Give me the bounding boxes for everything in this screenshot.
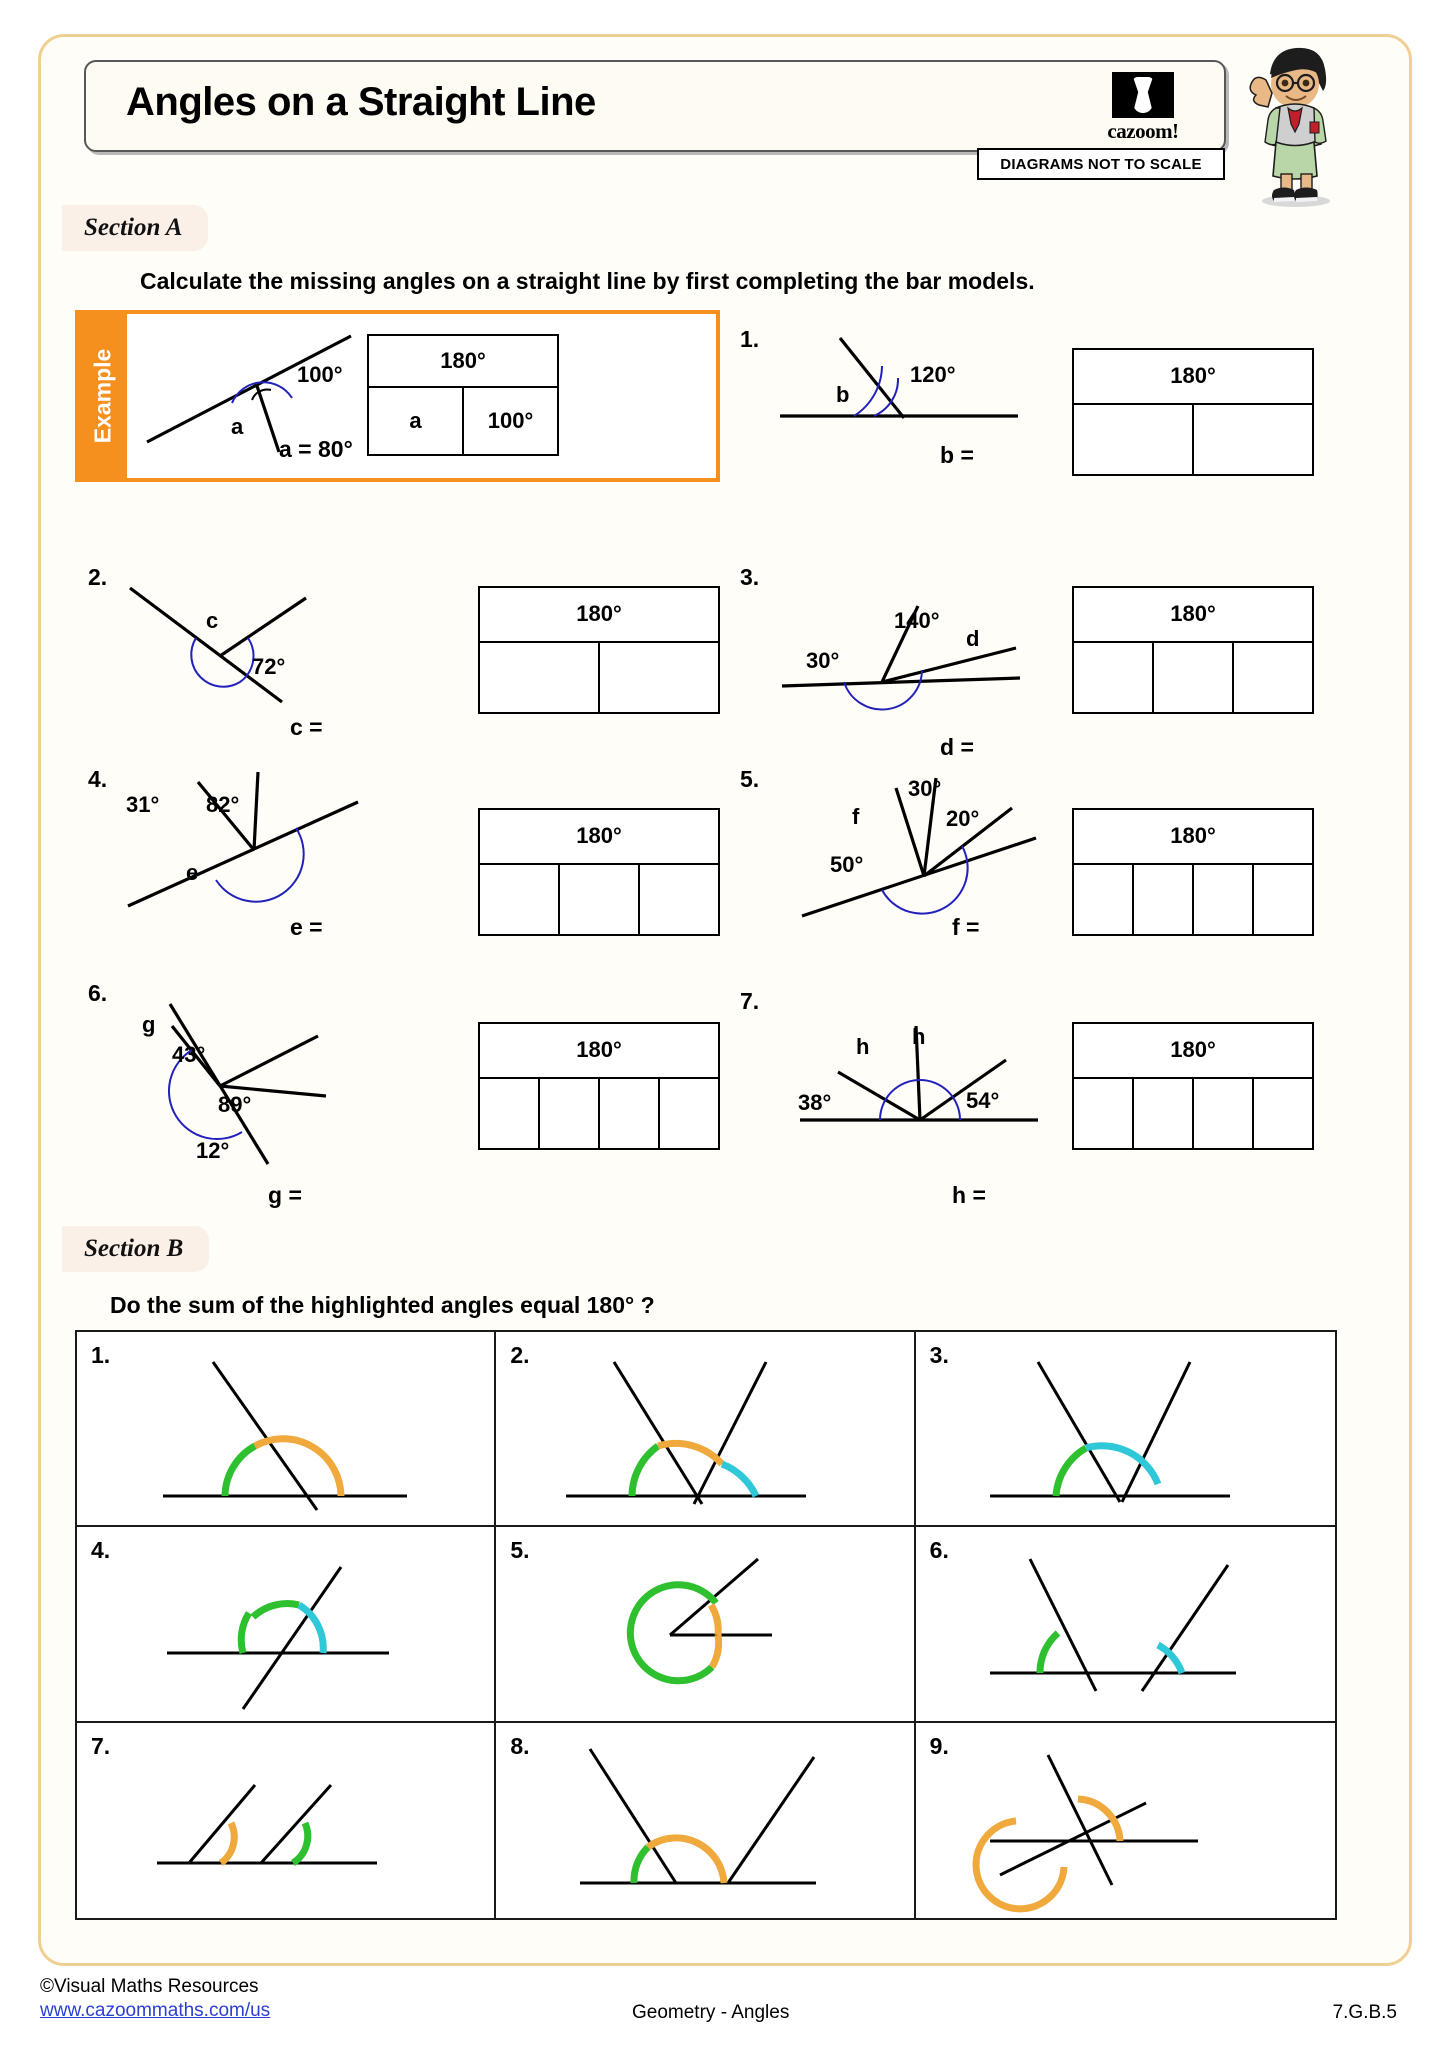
bar-cell[interactable] (1194, 865, 1254, 934)
question-3-diagram (770, 600, 1050, 710)
bar-cell[interactable] (1074, 405, 1194, 474)
bar-total: 180° (480, 588, 718, 643)
diagrams-not-to-scale-badge (977, 148, 1225, 180)
svg-text:h: h (912, 1024, 926, 1049)
bar-total: 180° (1074, 1024, 1312, 1079)
item-number: 2. (510, 1342, 530, 1368)
svg-text:h: h (856, 1034, 870, 1059)
section-b-item-5[interactable] (496, 1527, 915, 1722)
logo-wordmark: cazoom! (1107, 119, 1179, 143)
question-2-bar-model (478, 586, 720, 714)
question-4-answer-label: e = (290, 914, 323, 940)
section-b-item-6[interactable] (916, 1527, 1335, 1722)
svg-text:e: e (186, 860, 199, 885)
title-bar (84, 60, 1226, 152)
svg-text:g: g (142, 1012, 156, 1037)
svg-text:54°: 54° (966, 1088, 1000, 1113)
bar-cell[interactable] (1234, 643, 1312, 712)
section-b-item-3[interactable] (916, 1332, 1335, 1527)
item-number: 9. (929, 1732, 949, 1759)
bar-cell[interactable] (600, 1079, 660, 1148)
bar-cell[interactable] (480, 865, 560, 934)
example-box (75, 310, 720, 482)
bar-cell[interactable] (1194, 1079, 1254, 1148)
bar-total: 180° (1074, 350, 1312, 405)
bar-cell[interactable] (1134, 865, 1194, 934)
bar-total: 180° (1074, 810, 1312, 865)
bar-total: 180° (480, 1024, 718, 1079)
question-5-bar-model (1072, 808, 1314, 936)
mascot-illustration (1240, 38, 1350, 208)
section-b-label: Section B (84, 1235, 184, 1262)
question-4-diagram (110, 768, 390, 928)
question-5-answer-label: f = (952, 914, 980, 940)
question-2-diagram (110, 576, 380, 706)
svg-text:31°: 31° (126, 792, 160, 817)
page-title: Angles on a Straight Line (126, 80, 596, 124)
question-number-7: 7. (740, 988, 760, 1014)
question-number-2: 2. (88, 564, 108, 590)
item-number: 7. (91, 1732, 111, 1759)
website-link[interactable]: www.cazoommaths.com/us (40, 2000, 271, 2021)
item-number: 8. (510, 1732, 530, 1759)
example-bar-model (367, 334, 559, 456)
question-3-bar-model (1072, 586, 1314, 714)
question-6-diagram (110, 992, 390, 1172)
svg-text:140°: 140° (894, 608, 940, 633)
item-number: 3. (929, 1342, 949, 1368)
bar-cell[interactable] (480, 1079, 540, 1148)
bar-cell[interactable] (1194, 405, 1312, 474)
section-b-item-7[interactable] (77, 1723, 496, 1918)
question-number-1: 1. (740, 326, 760, 352)
question-6-bar-model (478, 1022, 720, 1150)
svg-text:50°: 50° (830, 852, 864, 877)
section-a-instruction: Calculate the missing angles on a straight line by first completing the bar models. (140, 268, 1035, 294)
svg-text:72°: 72° (252, 654, 286, 679)
example-diagram (139, 324, 399, 454)
question-1-bar-model (1072, 348, 1314, 476)
svg-text:38°: 38° (798, 1090, 832, 1115)
section-b-item-9[interactable] (916, 1723, 1335, 1918)
svg-text:20°: 20° (946, 806, 980, 831)
question-2-answer-label: c = (290, 714, 323, 740)
bar-cell[interactable] (1074, 643, 1154, 712)
bar-total: 180° (369, 336, 557, 388)
item-number: 1. (91, 1342, 111, 1368)
svg-text:d: d (966, 626, 980, 651)
bar-cell[interactable] (600, 643, 718, 712)
bar-cell: 100° (487, 407, 534, 433)
question-3-answer-label: d = (940, 734, 974, 760)
section-b-item-1[interactable] (77, 1332, 496, 1527)
section-b-item-2[interactable] (496, 1332, 915, 1527)
question-7-diagram (790, 1010, 1070, 1150)
bar-cell[interactable] (540, 1079, 600, 1148)
svg-text:100°: 100° (297, 362, 343, 387)
question-number-6: 6. (88, 980, 108, 1006)
svg-text:89°: 89° (218, 1092, 252, 1117)
svg-text:30°: 30° (908, 776, 942, 801)
question-7-bar-model (1072, 1022, 1314, 1150)
item-number: 4. (91, 1537, 111, 1564)
bar-cell[interactable] (1074, 1079, 1134, 1148)
section-b-item-4[interactable] (77, 1527, 496, 1722)
copyright-text: ©Visual Maths Resources (40, 1976, 259, 1997)
svg-text:c: c (206, 608, 219, 633)
question-4-bar-model (478, 808, 720, 936)
bar-cell: a (369, 388, 464, 454)
svg-text:30°: 30° (806, 648, 840, 673)
question-6-answer-label: g = (268, 1182, 302, 1208)
question-number-4: 4. (88, 766, 108, 792)
bar-cell[interactable] (1254, 865, 1312, 934)
section-b-chip (62, 1226, 209, 1272)
cazoom-logo (1084, 72, 1202, 144)
svg-text:43°: 43° (172, 1042, 206, 1067)
example-answer: a = 80° (279, 436, 353, 462)
question-number-5: 5. (740, 766, 760, 792)
footer-copyright-block (40, 1976, 270, 2022)
question-number-3: 3. (740, 564, 760, 590)
item-number: 6. (929, 1537, 949, 1564)
svg-text:f: f (852, 804, 860, 829)
item-number: 5. (510, 1537, 530, 1564)
page-footer (0, 1972, 1449, 2048)
question-7-answer-label: h = (952, 1182, 986, 1208)
bar-total: 180° (1074, 588, 1312, 643)
example-tab-label: Example (89, 348, 116, 444)
question-1-diagram (770, 330, 1040, 440)
bar-cell[interactable] (1154, 643, 1234, 712)
question-5-diagram (790, 768, 1070, 928)
bar-total: 180° (480, 810, 718, 865)
bar-cell[interactable] (660, 1079, 718, 1148)
section-b-instruction: Do the sum of the highlighted angles equal 180° ? (110, 1292, 655, 1318)
hourglass-icon (1112, 72, 1174, 118)
bar-cell[interactable] (1254, 1079, 1312, 1148)
footer-standard-code: 7.G.B.5 (1332, 2002, 1397, 2023)
bar-cell[interactable] (1074, 865, 1134, 934)
svg-text:120°: 120° (910, 362, 956, 387)
bar-cell[interactable] (560, 865, 640, 934)
question-1-answer-label: b = (940, 442, 974, 468)
svg-text:82°: 82° (206, 792, 240, 817)
bar-cell[interactable] (480, 643, 600, 712)
not-to-scale-text: DIAGRAMS NOT TO SCALE (1000, 155, 1202, 173)
bar-cell[interactable] (1134, 1079, 1194, 1148)
svg-text:12°: 12° (196, 1138, 230, 1163)
section-b-grid (75, 1330, 1337, 1920)
svg-text:a: a (231, 414, 244, 439)
section-a-label: Section A (84, 214, 183, 241)
example-tab (79, 314, 127, 478)
svg-text:b: b (836, 382, 850, 407)
footer-topic: Geometry - Angles (632, 2002, 790, 2023)
bar-cell[interactable] (640, 865, 718, 934)
section-b-item-8[interactable] (496, 1723, 915, 1918)
section-a-chip (62, 205, 208, 251)
